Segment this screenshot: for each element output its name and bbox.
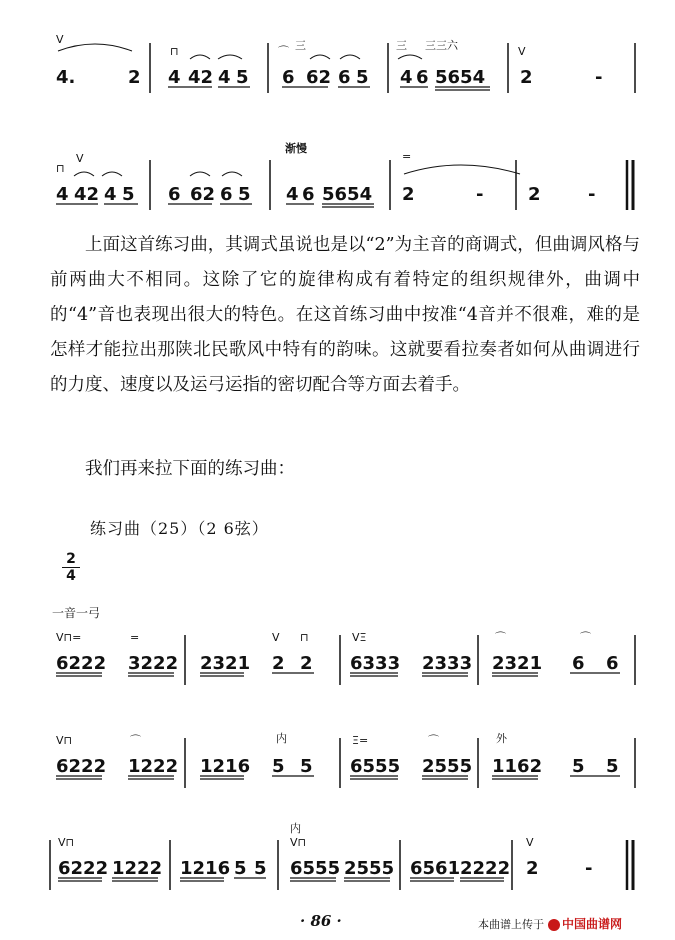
svg-text:5: 5 (238, 184, 251, 205)
svg-text:6561: 6561 (410, 858, 461, 879)
svg-text:6: 6 (302, 184, 315, 205)
svg-text:2: 2 (402, 184, 415, 205)
svg-text:4: 4 (56, 184, 69, 205)
tempo-mark: 渐慢 (285, 142, 307, 155)
outer-mark: 外 (496, 732, 507, 745)
svg-text:2: 2 (526, 858, 539, 879)
svg-text:6: 6 (282, 67, 295, 88)
svg-text:V: V (76, 152, 84, 165)
svg-text:6: 6 (606, 653, 619, 674)
svg-text:62: 62 (306, 67, 332, 88)
paragraph-1: 上面这首练习曲，其调式虽说也是以“2”为主音的商调式，但曲调风格与前两曲大不相同。这除了它的旋律构成有着特定的组织规律外，曲调中的“4”音也表现出很大的特色。在这首练习曲中按准“4音并不很难，难的是怎样才能拉出那陕北民歌风中特有的韵味。这就要看拉奏者如何从曲调进行的力度、速度以及运弓运指的密切配合等方面去着手。 (50, 235, 640, 395)
svg-text:三三六: 三三六 (425, 39, 458, 52)
svg-text:2: 2 (520, 67, 533, 88)
svg-text:2333: 2333 (422, 653, 473, 674)
svg-text:2: 2 (300, 653, 313, 674)
svg-text:⊓: ⊓ (56, 162, 65, 175)
explanation-paragraph (50, 228, 640, 403)
svg-text:V: V (518, 45, 526, 58)
svg-text:5: 5 (572, 756, 585, 777)
svg-text:1216: 1216 (180, 858, 231, 879)
svg-text:⌒: ⌒ (580, 631, 591, 644)
time-signature-bottom: 4 (66, 568, 76, 584)
svg-text:5: 5 (236, 67, 249, 88)
svg-text:6333: 6333 (350, 653, 401, 674)
svg-text:⌒: ⌒ (495, 631, 506, 644)
source-text: 本曲谱上传于 (478, 917, 544, 931)
bowing-instruction: 一音一弓 (52, 606, 101, 620)
svg-text:V⊓: V⊓ (290, 836, 307, 849)
staff-svg-2 (50, 142, 640, 212)
svg-text:6222: 6222 (58, 858, 109, 879)
svg-text:5: 5 (356, 67, 369, 88)
svg-text:4: 4 (286, 184, 299, 205)
svg-text:1222: 1222 (112, 858, 163, 879)
svg-text:2222: 2222 (460, 858, 511, 879)
page-number: · 86 · (300, 912, 342, 930)
score-line-4 (50, 728, 640, 798)
svg-text:4: 4 (104, 184, 117, 205)
svg-text:⌒: ⌒ (130, 734, 141, 747)
svg-text:V⊓=: V⊓= (56, 631, 82, 644)
svg-text:-: - (585, 858, 593, 879)
svg-text:4: 4 (168, 67, 181, 88)
score-line-3 (50, 625, 640, 695)
svg-text:Ξ=: Ξ= (352, 734, 369, 747)
svg-text:⊓: ⊓ (170, 45, 179, 58)
svg-text:2321: 2321 (492, 653, 543, 674)
svg-text:5: 5 (122, 184, 135, 205)
svg-text:5: 5 (254, 858, 267, 879)
svg-text:V⊓: V⊓ (58, 836, 75, 849)
svg-text:内: 内 (290, 822, 301, 835)
staff-svg-4 (50, 728, 640, 798)
score-line-2 (50, 142, 640, 212)
exercise-title: 练习曲（25）（2 6弦） (90, 519, 269, 538)
svg-text:1222: 1222 (128, 756, 179, 777)
inner-mark: 内 (276, 732, 287, 745)
paragraph-2: 我们再来拉下面的练习曲： (85, 459, 295, 479)
staff-svg-3 (50, 625, 640, 695)
svg-text:2555: 2555 (344, 858, 395, 879)
logo-icon (548, 919, 560, 931)
m1-n1: 4. (56, 67, 76, 88)
svg-text:⊓: ⊓ (300, 631, 309, 644)
svg-text:6222: 6222 (56, 653, 107, 674)
score-line-5 (50, 822, 640, 892)
svg-text:2555: 2555 (422, 756, 473, 777)
svg-text:6555: 6555 (350, 756, 401, 777)
svg-text:2: 2 (528, 184, 541, 205)
time-signature (62, 552, 80, 583)
time-signature-top: 2 (66, 551, 76, 567)
svg-text:5654: 5654 (322, 184, 373, 205)
svg-text:V: V (56, 33, 64, 46)
score-line-1 (50, 25, 640, 95)
svg-text:4: 4 (400, 67, 413, 88)
svg-text:1216: 1216 (200, 756, 251, 777)
svg-text:5: 5 (272, 756, 285, 777)
svg-text:6222: 6222 (56, 756, 107, 777)
svg-text:5: 5 (606, 756, 619, 777)
source-credit (478, 915, 622, 932)
svg-text:=: = (130, 631, 140, 644)
site-logo[interactable]: 中国曲谱网 (548, 915, 622, 932)
svg-text:V: V (272, 631, 280, 644)
svg-text:V: V (526, 836, 534, 849)
svg-text:⌒: ⌒ (278, 45, 289, 58)
staff-svg-1 (50, 25, 640, 95)
svg-text:5654: 5654 (435, 67, 486, 88)
svg-text:6: 6 (338, 67, 351, 88)
svg-text:4: 4 (218, 67, 231, 88)
intro-paragraph (50, 452, 640, 487)
m1-n2: 2 (128, 67, 141, 88)
svg-text:6: 6 (220, 184, 233, 205)
svg-text:42: 42 (188, 67, 214, 88)
svg-text:6: 6 (572, 653, 585, 674)
svg-text:=: = (402, 150, 412, 163)
svg-text:-: - (476, 184, 484, 205)
svg-text:1162: 1162 (492, 756, 543, 777)
svg-text:VΞ: VΞ (352, 631, 367, 644)
svg-text:42: 42 (74, 184, 100, 205)
svg-text:6: 6 (168, 184, 181, 205)
svg-text:62: 62 (190, 184, 216, 205)
svg-text:2321: 2321 (200, 653, 251, 674)
svg-text:2: 2 (272, 653, 285, 674)
staff-svg-5 (50, 822, 640, 892)
svg-text:5: 5 (234, 858, 247, 879)
svg-text:三: 三 (396, 39, 407, 52)
svg-text:5: 5 (300, 756, 313, 777)
svg-text:⌒: ⌒ (428, 734, 439, 747)
svg-text:6555: 6555 (290, 858, 341, 879)
svg-text:-: - (588, 184, 596, 205)
svg-text:V⊓: V⊓ (56, 734, 73, 747)
svg-text:6: 6 (416, 67, 429, 88)
svg-text:-: - (595, 67, 603, 88)
svg-text:三: 三 (295, 39, 306, 52)
svg-text:3222: 3222 (128, 653, 179, 674)
